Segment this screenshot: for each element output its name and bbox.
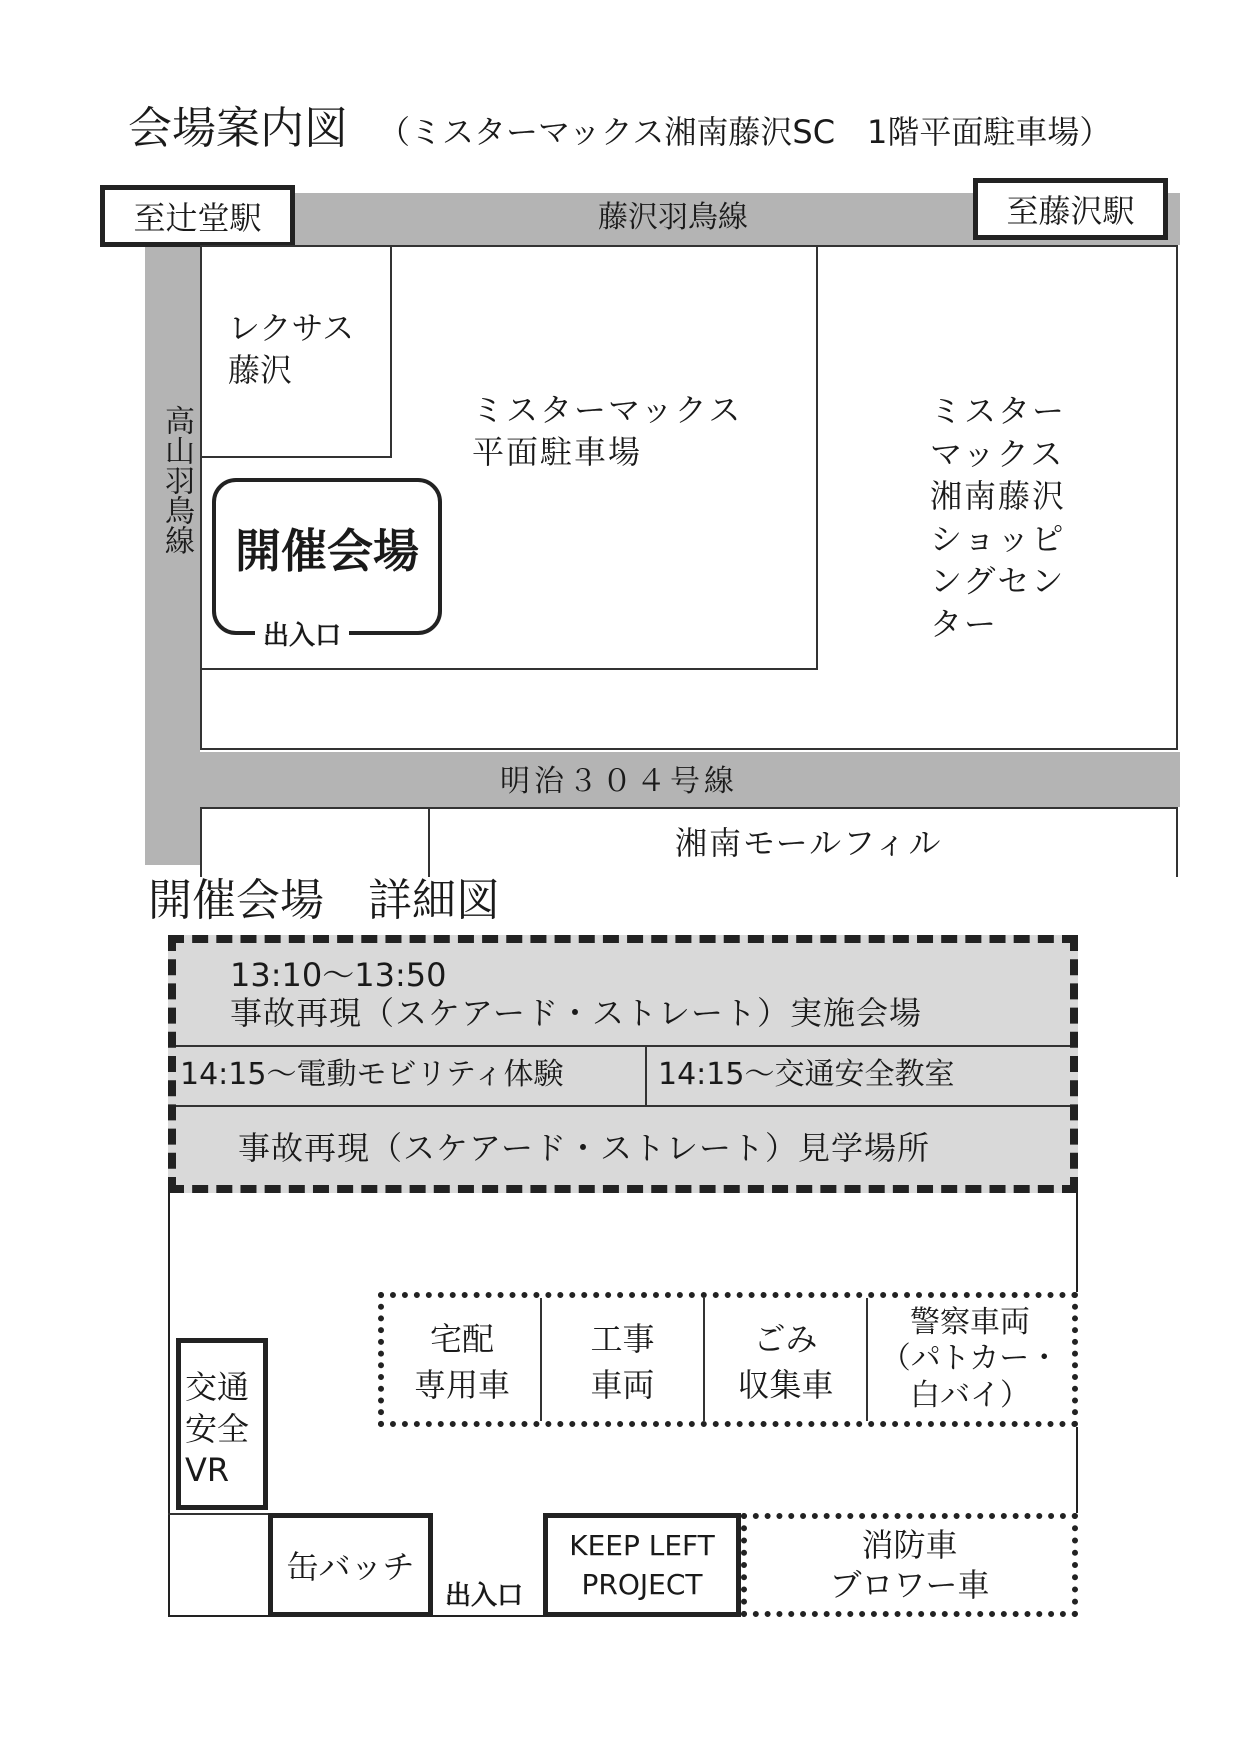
viewing-area-label: 事故再現（スケアード・ストレート）見学場所 [238, 1129, 931, 1167]
site-map-title: 会場案内図 [128, 103, 348, 154]
safety-class-label: 14:15〜交通安全教室 [658, 1057, 955, 1092]
demo-time: 13:10〜13:50 [230, 956, 447, 994]
road-left-label: 高山羽鳥線 [159, 405, 194, 555]
lexus-label: レクサス 藤沢 [228, 309, 355, 389]
sign-to-fujisawa: 至藤沢駅 [973, 178, 1168, 240]
road-bottom-label: 明治３０４号線 [500, 764, 738, 799]
detail-map-title: 開催会場 詳細図 [148, 875, 500, 926]
demo-event-label: 事故再現（スケアード・ストレート）実施会場 [230, 994, 923, 1032]
venue-entrance-label: 出入口 [255, 620, 349, 654]
site-map-subtitle: （ミスターマックス湘南藤沢SC 1階平面駐車場） [378, 113, 1112, 151]
venue-marker: 開催会場 [212, 478, 442, 635]
shopping-center-label: ミスター マックス 湘南藤沢 ショッピ ングセン ター [930, 392, 1067, 643]
vehicle-delivery: 宅配 専用車 [384, 1298, 542, 1421]
can-badge-booth: 缶バッチ [268, 1513, 433, 1617]
vehicle-construction: 工事 車両 [542, 1298, 705, 1421]
road-top-label: 藤沢羽鳥線 [598, 200, 748, 235]
vehicle-police: 警察車両 （パトカー・ 白バイ） [880, 1304, 1060, 1413]
lower-left-block [200, 807, 430, 877]
mall-label: 湘南モールフィル [675, 824, 943, 862]
vehicle-garbage: ごみ 収集車 [705, 1298, 868, 1421]
fire-truck-area: 消防車 ブロワー車 [741, 1513, 1078, 1617]
bottom-left-corner [168, 1513, 268, 1617]
mobility-label: 14:15〜電動モビリティ体験 [180, 1057, 564, 1092]
detail-entrance-label: 出入口 [445, 1581, 524, 1611]
parking-label: ミスターマックス 平面駐車場 [472, 391, 743, 471]
vr-label: 交通 安全 VR [185, 1368, 250, 1490]
sign-to-tsujido: 至辻堂駅 [100, 185, 295, 247]
demo-divider-mid [645, 1045, 647, 1107]
vehicle-area [378, 1292, 1078, 1427]
keep-left-booth: KEEP LEFT PROJECT [543, 1513, 741, 1617]
